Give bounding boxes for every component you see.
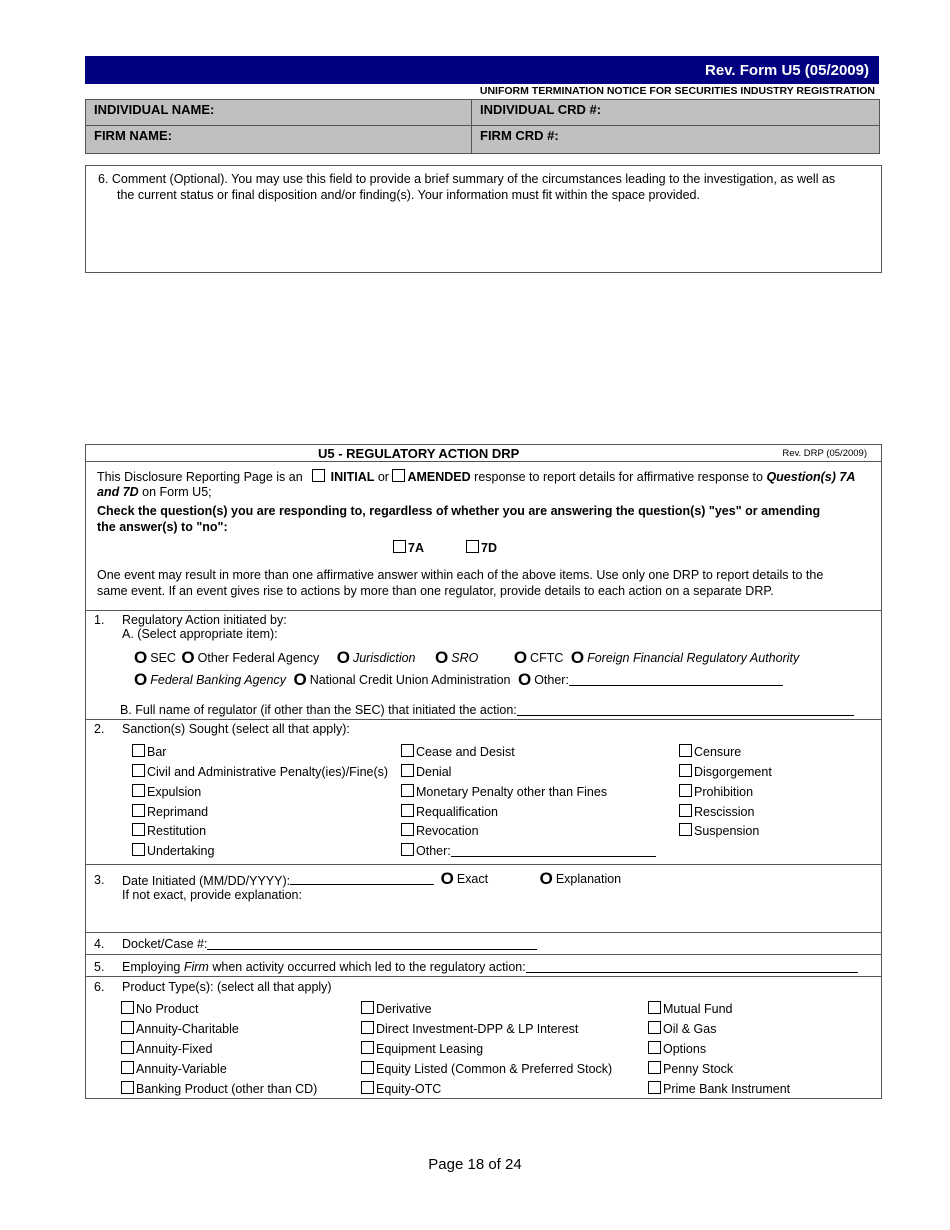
drp-title: U5 - REGULATORY ACTION DRP	[318, 446, 520, 461]
product-annuity-variable[interactable]: Annuity-Variable	[121, 1061, 227, 1076]
sanction-other[interactable]: Other:	[401, 843, 656, 858]
regulator-options-row2	[134, 670, 783, 690]
radio-sec[interactable]: O SEC	[134, 648, 176, 667]
drp-intro: This Disclosure Reporting Page is an INITIAL or AMENDED response to report details for affirmative response to Question(s) 7A and 7D on Form U5;	[97, 470, 856, 499]
radio-jurisdiction[interactable]: O Jurisdiction	[336, 648, 416, 667]
product-annuity-charitable[interactable]: Annuity-Charitable	[121, 1021, 239, 1036]
employing-firm-line[interactable]	[526, 972, 858, 973]
product-mutual-fund[interactable]: Mutual Fund	[648, 1001, 732, 1016]
identity-grid	[85, 99, 880, 154]
amended-label: AMENDED	[407, 470, 471, 484]
date-initiated: Date Initiated (MM/DD/YYYY): O Exact O Explanation	[122, 869, 622, 888]
radio-other-federal[interactable]: O Other Federal Agency	[181, 648, 320, 667]
other-regulator-line[interactable]	[569, 685, 783, 686]
product-banking[interactable]: Banking Product (other than CD)	[121, 1081, 317, 1096]
form-title: Rev. Form U5 (05/2009)	[705, 62, 869, 79]
sanction-prohibition[interactable]: Prohibition	[679, 784, 753, 799]
product-derivative[interactable]: Derivative	[361, 1001, 432, 1016]
initial-label: INITIAL	[330, 470, 375, 484]
item5-number: 5.	[94, 960, 105, 974]
drp-check-instructions: Check the question(s) you are responding to, regardless of whether you are answering the question(s) "yes" or amending the answer(s) to "no":	[97, 504, 821, 534]
sanction-expulsion[interactable]: Expulsion	[132, 784, 201, 799]
firm-crd-field[interactable]: FIRM CRD #:	[480, 128, 559, 143]
individual-crd-field[interactable]: INDIVIDUAL CRD #:	[480, 102, 602, 117]
product-annuity-fixed[interactable]: Annuity-Fixed	[121, 1041, 212, 1056]
question-7a[interactable]: 7A	[393, 540, 424, 555]
item2-number: 2.	[94, 722, 105, 736]
amended-checkbox[interactable]	[392, 469, 405, 482]
radio-ncua[interactable]: O National Credit Union Administration	[293, 670, 511, 689]
sanction-disgorgement[interactable]: Disgorgement	[679, 764, 772, 779]
product-prime-bank[interactable]: Prime Bank Instrument	[648, 1081, 790, 1096]
drp-event-note: One event may result in more than one affirmative answer within each of the above items. Use only one DRP to report details to the same event. If an event gives rise to actions by more than one regulator, provide details to each action on a separate DRP.	[97, 568, 824, 598]
initial-checkbox[interactable]	[312, 469, 325, 482]
sanction-revocation[interactable]: Revocation	[401, 823, 479, 838]
date-initiated-line[interactable]	[290, 884, 434, 885]
sanction-civil-penalty[interactable]: Civil and Administrative Penalty(ies)/Fine(s)	[132, 764, 388, 779]
radio-federal-banking[interactable]: O Federal Banking Agency	[134, 670, 286, 689]
sanction-denial[interactable]: Denial	[401, 764, 451, 779]
radio-exact[interactable]: O Exact	[440, 869, 489, 888]
item6-number: 6.	[94, 980, 105, 994]
product-equity-otc[interactable]: Equity-OTC	[361, 1081, 441, 1096]
sanction-cease-desist[interactable]: Cease and Desist	[401, 744, 515, 759]
product-direct-investment[interactable]: Direct Investment-DPP & LP Interest	[361, 1021, 578, 1036]
comment-box[interactable]	[85, 165, 882, 273]
sanction-restitution[interactable]: Restitution	[132, 823, 206, 838]
comment-line-1: 6. Comment (Optional). You may use this field to provide a brief summary of the circumstances leading to the investigation, as well as	[98, 172, 836, 186]
item3-number: 3.	[94, 873, 105, 887]
product-equity-listed[interactable]: Equity Listed (Common & Preferred Stock)	[361, 1061, 612, 1076]
item1-number: 1.	[94, 613, 105, 627]
sanction-rescission[interactable]: Rescission	[679, 804, 754, 819]
question-7d[interactable]: 7D	[466, 540, 497, 555]
docket-case: Docket/Case #:	[122, 937, 537, 951]
item2-label: Sanction(s) Sought (select all that apply):	[122, 722, 350, 736]
regulator-options-row1	[134, 648, 799, 668]
form-subtitle: UNIFORM TERMINATION NOTICE FOR SECURITIES INDUSTRY REGISTRATION	[479, 85, 875, 97]
sanction-undertaking[interactable]: Undertaking	[132, 843, 214, 858]
page-number: Page 18 of 24	[428, 1156, 522, 1173]
sanction-requalification[interactable]: Requalification	[401, 804, 498, 819]
regulator-name-line[interactable]	[517, 715, 854, 716]
sanction-censure[interactable]: Censure	[679, 744, 741, 759]
radio-other[interactable]: O Other:	[517, 670, 569, 689]
product-options[interactable]: Options	[648, 1041, 706, 1056]
product-equipment-leasing[interactable]: Equipment Leasing	[361, 1041, 483, 1056]
individual-name-field[interactable]: INDIVIDUAL NAME:	[94, 102, 215, 117]
product-no-product[interactable]: No Product	[121, 1001, 199, 1016]
item3-sub: If not exact, provide explanation:	[122, 888, 302, 902]
item4-number: 4.	[94, 937, 105, 951]
drp-rev: Rev. DRP (05/2009)	[782, 448, 867, 459]
product-penny-stock[interactable]: Penny Stock	[648, 1061, 733, 1076]
sanction-bar[interactable]: Bar	[132, 744, 166, 759]
comment-line-2: the current status or final disposition and/or finding(s). Your information must fit within the space provided.	[117, 188, 700, 202]
product-oil-gas[interactable]: Oil & Gas	[648, 1021, 717, 1036]
sanction-suspension[interactable]: Suspension	[679, 823, 759, 838]
radio-cftc[interactable]: O CFTC	[513, 648, 564, 667]
firm-name-field[interactable]: FIRM NAME:	[94, 128, 172, 143]
item1-sub-b: B. Full name of regulator (if other than the SEC) that initiated the action:	[120, 703, 854, 717]
question-7d-checkbox[interactable]	[466, 540, 479, 553]
item6-label: Product Type(s): (select all that apply)	[122, 980, 332, 994]
sanction-reprimand[interactable]: Reprimand	[132, 804, 208, 819]
sanction-monetary-penalty[interactable]: Monetary Penalty other than Fines	[401, 784, 607, 799]
radio-foreign[interactable]: O Foreign Financial Regulatory Authority	[570, 648, 800, 667]
question-7a-checkbox[interactable]	[393, 540, 406, 553]
item1-sub-a: A. (Select appropriate item):	[122, 627, 278, 641]
radio-sro[interactable]: O SRO	[435, 648, 479, 667]
item1-label: Regulatory Action initiated by:	[122, 613, 287, 627]
radio-explanation[interactable]: O Explanation	[539, 869, 622, 888]
form-header-bar	[85, 56, 879, 84]
docket-case-line[interactable]	[207, 949, 537, 950]
employing-firm: Employing Firm when activity occurred which led to the regulatory action:	[122, 960, 858, 974]
